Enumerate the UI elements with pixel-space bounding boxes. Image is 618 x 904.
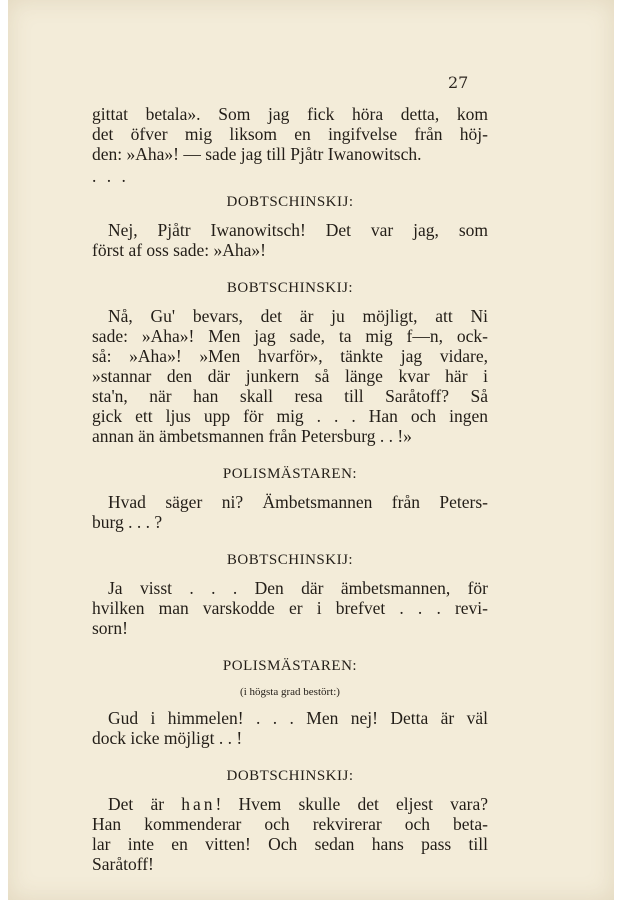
- stage-direction: (i högsta grad bestört:): [240, 686, 340, 698]
- text-line: den: »Aha»! — sade jag till Pjåtr Iwanowitsch.: [92, 144, 422, 164]
- text-line: Nej, Pjåtr Iwanowitsch! Det var jag, som: [108, 220, 488, 240]
- text-line: dock icke möjligt . . !: [92, 728, 243, 748]
- speaker-bobtschinskij: BOBTSCHINSKIJ:: [226, 552, 354, 568]
- text-line: hvilken man varskodde er i brefvet . . . revi-: [92, 598, 488, 618]
- text-line: lar inte en vitten! Och sedan hans pass till: [92, 834, 488, 854]
- paragraph-3: [92, 306, 488, 446]
- page-text: [92, 104, 488, 874]
- paragraph-7: [92, 794, 488, 874]
- paragraph-6: [92, 708, 488, 748]
- speaker-polismastaren: POLISMÄSTAREN:: [222, 658, 358, 674]
- text-line: Ja visst . . . Den där ämbetsmannen, för: [108, 578, 488, 598]
- page-number: 27: [448, 73, 469, 92]
- book-page: [8, 0, 614, 900]
- speaker-bobtschinskij: BOBTSCHINSKIJ:: [226, 280, 354, 296]
- text-line: så: »Aha»! »Men hvarför», tänkte jag vidare,: [92, 346, 488, 366]
- ellipsis: . . .: [92, 166, 129, 186]
- text-line: det öfver mig liksom en ingifvelse från höj-: [92, 124, 488, 144]
- text-line: sorn!: [92, 618, 128, 638]
- text-line: Hvad säger ni? Ämbetsmannen från Peters-: [108, 492, 488, 512]
- emphasized-word: han: [181, 794, 216, 814]
- paragraph-2: [92, 220, 488, 260]
- text-line: sade: »Aha»! Men jag sade, ta mig f—n, ock-: [92, 326, 488, 346]
- paragraph-4: [92, 492, 488, 532]
- text-line: burg . . . ?: [92, 512, 163, 532]
- text-line: gick ett ljus upp för mig . . . Han och ingen: [92, 406, 488, 426]
- text-line: gittat betala». Som jag fick höra detta, kom: [92, 104, 488, 124]
- speaker-dobtschinskij: DOBTSCHINSKIJ:: [226, 194, 354, 210]
- speaker-dobtschinskij: DOBTSCHINSKIJ:: [226, 768, 354, 784]
- paragraph-5: [92, 578, 488, 638]
- text-line: Gud i himmelen! . . . Men nej! Detta är väl: [108, 708, 488, 728]
- text-line: annan än ämbetsmannen från Petersburg . . !»: [92, 426, 412, 446]
- text-line: först af oss sade: »Aha»!: [92, 240, 266, 260]
- speaker-polismastaren: POLISMÄSTAREN:: [222, 466, 358, 482]
- text-line: Han kommenderar och rekvirerar och beta-: [92, 814, 488, 834]
- paragraph-1: [92, 104, 488, 186]
- text-line: sta'n, när han skall resa till Saråtoff? Så: [92, 386, 488, 406]
- text-line-emphasis: Det är han! Hvem skulle det eljest vara?: [108, 794, 488, 814]
- text-line: »stannar den där junkern så länge kvar här i: [92, 366, 488, 386]
- text-line: Nå, Gu' bevars, det är ju möjligt, att Ni: [108, 306, 488, 326]
- text-line: Saråtoff!: [92, 854, 154, 874]
